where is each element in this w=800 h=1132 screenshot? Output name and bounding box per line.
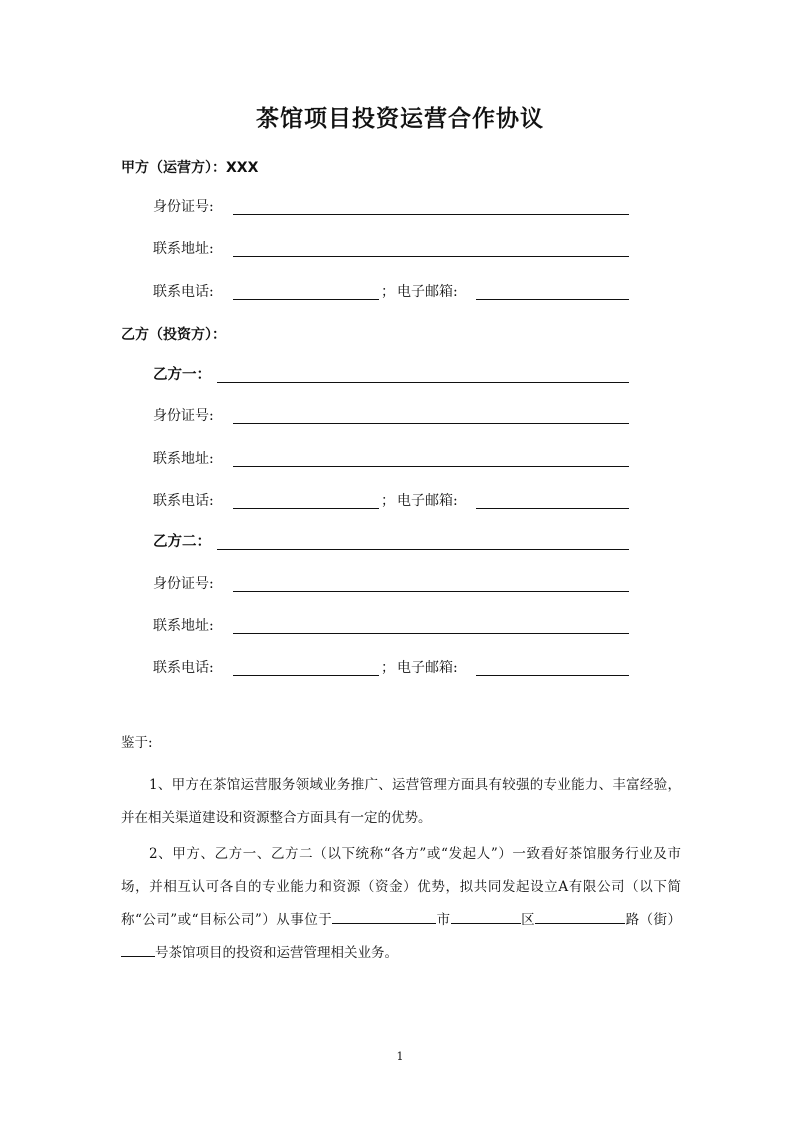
party-a-id-row	[153, 198, 630, 218]
address-blank[interactable]	[233, 466, 629, 467]
email-blank[interactable]	[476, 675, 629, 676]
separator: ；	[381, 284, 395, 300]
party-a-heading: 甲方（运营方）：XXX	[121, 160, 259, 176]
road-blank[interactable]	[535, 910, 625, 924]
party-a-address-row	[153, 240, 630, 260]
address-label: 联系地址:	[153, 451, 214, 467]
clause-2-road: 路（街）	[625, 912, 682, 928]
address-label: 联系地址:	[153, 241, 214, 257]
party-b1-name-row	[153, 366, 630, 386]
party-b1-address-row	[153, 450, 630, 470]
party-b1-name-blank[interactable]	[217, 382, 629, 383]
id-label: 身份证号:	[153, 408, 214, 424]
clause-2-district: 区	[520, 912, 536, 928]
party-b2-name-row	[153, 533, 630, 553]
whereas-section	[121, 727, 681, 760]
address-blank[interactable]	[233, 256, 629, 257]
separator: ；	[381, 493, 395, 509]
party-b2-label: 乙方二：	[153, 534, 211, 550]
id-label: 身份证号:	[153, 199, 214, 215]
whereas-label: 鉴于:	[121, 735, 153, 751]
clause-2-text	[121, 838, 681, 970]
party-b2-contact-row	[153, 659, 630, 679]
id-blank[interactable]	[233, 591, 629, 592]
email-blank[interactable]	[476, 508, 629, 509]
id-blank[interactable]	[233, 423, 629, 424]
email-label: 电子邮箱:	[397, 284, 458, 300]
email-blank[interactable]	[476, 299, 629, 300]
party-b1-contact-row	[153, 492, 630, 512]
party-b2-address-row	[153, 617, 630, 637]
clause-2-part1: 2、甲方、乙方一、乙方二（以下统称“各方”或“发起人”）一致看好茶馆服务行业及市场，并相互认可各自的专业能力和资源（资金）优势，拟共同发起设立A有限公司（以下简称“公司”或“目标公司”）从事位于	[121, 846, 681, 928]
page-number: 1	[396, 1050, 404, 1063]
separator: ；	[381, 660, 395, 676]
email-label: 电子邮箱:	[397, 660, 458, 676]
number-blank[interactable]	[121, 943, 155, 957]
phone-blank[interactable]	[233, 299, 379, 300]
clause-2	[121, 838, 681, 970]
party-b1-label: 乙方一：	[153, 367, 211, 383]
clause-1	[121, 769, 681, 835]
party-b2-id-row	[153, 575, 630, 595]
city-blank[interactable]	[332, 910, 436, 924]
address-blank[interactable]	[233, 633, 629, 634]
document-title: 茶馆项目投资运营合作协议	[256, 106, 544, 132]
id-blank[interactable]	[233, 214, 629, 215]
clause-1-text: 1、甲方在茶馆运营服务领域业务推广、运营管理方面具有较强的专业能力、丰富经验，并在相关渠道建设和资源整合方面具有一定的优势。	[121, 777, 681, 826]
clause-2-end: 号茶馆项目的投资和运营管理相关业务。	[155, 945, 398, 961]
phone-blank[interactable]	[233, 675, 379, 676]
address-label: 联系地址:	[153, 618, 214, 634]
phone-blank[interactable]	[233, 508, 379, 509]
party-b2-name-blank[interactable]	[217, 549, 629, 550]
district-blank[interactable]	[451, 910, 521, 924]
clause-2-city: 市	[436, 912, 451, 928]
party-b-heading: 乙方（投资方）：	[121, 327, 226, 343]
id-label: 身份证号:	[153, 576, 214, 592]
phone-label: 联系电话:	[153, 284, 214, 300]
party-a-contact-row	[153, 283, 630, 303]
party-b1-id-row	[153, 407, 630, 427]
email-label: 电子邮箱:	[397, 493, 458, 509]
phone-label: 联系电话:	[153, 493, 214, 509]
phone-label: 联系电话:	[153, 660, 214, 676]
